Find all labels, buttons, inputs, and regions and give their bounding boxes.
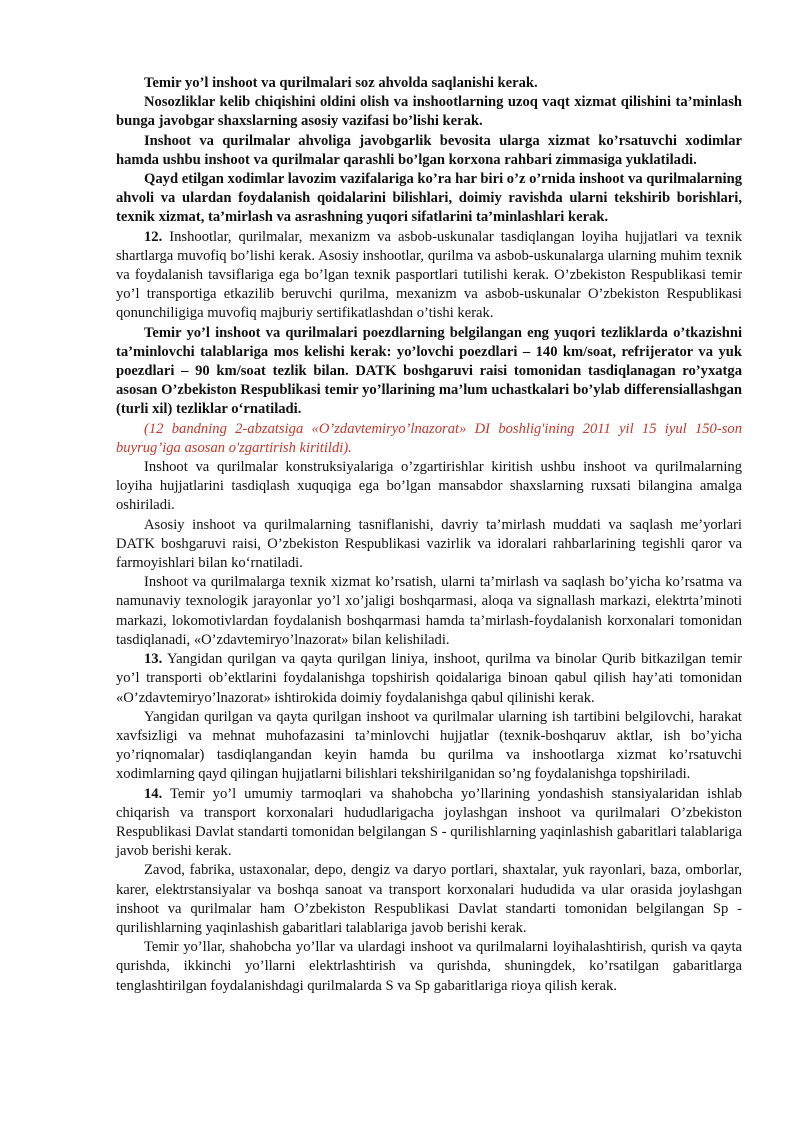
- paragraph-classification: [116, 516, 742, 574]
- paragraph-text: Temir yo’llar, shahobcha yo’llar va ulardagi inshoot va qurilmalarni loyihalashtirish, qurish va qayta qurishda, ikkinchi yo’llarni elektrlashtirish va qurishda, shuningdek, ko’rsatilgan gabaritlarga tenglashtirilgan foydalanishdagi qurilmalarda S va Sp gabaritlariga rioya qilish kerak.: [116, 939, 742, 994]
- paragraph-text: Nosozliklar kelib chiqishini oldini olish va inshootlarning uzoq vaqt xizmat qilishini ta’minlash bunga javobgar shaxslarning asosiy vazifasi bo’lishi kerak.: [116, 94, 742, 130]
- paragraph-text: Temir yo’l inshoot va qurilmalari soz ahvolda saqlanishi kerak.: [144, 75, 538, 91]
- paragraph-speed-limits: [116, 324, 742, 420]
- paragraph-text: Asosiy inshoot va qurilmalarning tasniflanishi, davriy ta’mirlash muddati va saqlash me’yorlari DATK boshgaruvi raisi, O’zbekiston Respublikasi vazirlik va idoralari rahbarlarining tegishli qaror va farmoyishlari bilan ko‘rnatiladi.: [116, 516, 742, 572]
- paragraph-industrial-sites: [116, 861, 742, 938]
- paragraph-text: Zavod, fabrika, ustaxonalar, depo, dengiz va daryo portlari, shaxtalar, yuk rayonlari, baza, omborlar, karer, elektrstansiyalar va boshqa sanoat va transport korxonalari hududida va ular orasida joylashgan inshoot va qurilmalar ham O’zbekiston Respublikasi Davlat standarti tomonidan belgilangan Sp - qurilishlarning yaqinlashish gabaritlari talablariga javob berishi kerak.: [116, 862, 742, 936]
- paragraph-commissioning: [116, 708, 742, 785]
- paragraph-text: Yangidan qurilgan va qayta qurilgan inshoot va qurilmalar ularning ish tartibini belgilovchi, harakat xavfsizligi va mehnat muhofazasini ta’minlovchi hujjatlar (texnik-boshqaruv aktlar, ish bo’yicha yo’riqnomalar) tasdiqlangandan keyin hamda bu qurilma va inshootlarga xizmat ko’rsatuvchi xodimlarning qayd qilingan hujjatlarni bilishlari tekshirilganidan so’ng foydalanishga topshiriladi.: [116, 708, 742, 783]
- paragraph-text: Inshoot va qurilmalar ahvoliga javobgarlik bevosita ularga xizmat ko’rsatuvchi xodimlar hamda ushbu inshoot va qurilmalar qarashli bo’lgan korxona rahbari zimmasiga yuklatiladi.: [116, 132, 742, 168]
- paragraph-text: Inshoot va qurilmalar konstruksiyalariga o’zgartirishlar kiritish ushbu inshoot va qurilmalarning loyiha hujjatlarini tasdiqlash xuquqiga ega bo’lgan mansabdor shaxslarning ruxsati bilangina amalga oshiriladi.: [116, 459, 742, 514]
- clause-number: 12.: [144, 228, 163, 245]
- paragraph-liability: [116, 132, 742, 170]
- paragraph-text: Inshoot va qurilmalarga texnik xizmat ko’rsatish, ularni ta’mirlash va saqlash bo’yicha ko’rsatma va namunaviy texnologik jarayonlar yo’l xo’jaligi boshqarmasi, aloqa va signallash markazi, elektrta’minoti markazi, lokomotivlardan foydalanish boshqarmasi hamda ta’mirlash-foydalanish korxonalari tomonidan tasdiqlanadi, «O’zdavtemiryo’lnazorat» bilan kelishiladi.: [116, 574, 742, 648]
- paragraph-text: Yangidan qurilgan va qayta qurilgan liniya, inshoot, qurilma va binolar Qurib bitkazilgan temir yo’l transporti ob’ektlarini foydalanishga topshirish qoidalariga binoan qabul qilish hay’ati tomonidan «O’zdavtemiryo’lnazorat» ishtirokida doimiy foydalanishga qabul qilinishi kerak.: [116, 651, 742, 706]
- paragraph-text: Temir yo’l umumiy tarmoqlari va shahobcha yo’llarining yondashish stansiyalaridan ishlab chiqarish va transport korxonalari hududlarigacha joylashgan inshoot va qurilmalari O’zbekiston Respublikasi Davlat standarti tomonidan belgilangan S - qurilishlarning yaqinlashish gabaritlari talablariga javob berishi kerak.: [116, 785, 742, 860]
- document-page: [116, 74, 742, 996]
- paragraph-service-instructions: [116, 573, 742, 650]
- paragraph-text: Temir yo’l inshoot va qurilmalari poezdlarning belgilangan eng yuqori tezliklarda o’tkazishni ta’minlovchi talablariga mos kelishi kerak: yo’lovchi poezdlari – 140 km/soat, refrijerator va yuk poezdlari – 90 km/soat tezlik bilan. DATK boshgaruvi raisi tomonidan tasdiqlanagan ro’yxatga asosan O’zbekiston Respublikasi temir yo’llarining ma’lum uchastkalari bo’ylab differensiallashgan (turli xil) tezliklar o‘rnatiladi.: [116, 324, 742, 418]
- paragraph-14: [116, 785, 742, 862]
- paragraph-design-changes: [116, 458, 742, 516]
- amendment-note: [116, 420, 742, 458]
- paragraph-13: [116, 650, 742, 708]
- paragraph-text: (12 bandning 2-abzatsiga «O’zdavtemiryo’lnazorat» DI boshlig'ining 2011 yil 15 iyul 150-son buyrug’iga asosan o'zgartirish kiritildi).: [116, 420, 742, 456]
- paragraph-responsibility: [116, 93, 742, 131]
- paragraph-staff-duties: [116, 170, 742, 228]
- paragraph-maintenance: [116, 74, 742, 93]
- paragraph-text: Qayd etilgan xodimlar lavozim vazifalariga ko’ra har biri o’z o’rnida inshoot va qurilmalarning ahvoli va ulardan foydalanish qoidalarini bilishlari, doimiy ravishda ularni tekshirib borishlari, texnik xizmat, ta’mirlash va asrashning yuqori sifatlarini ta’minlashlari kerak.: [116, 171, 742, 226]
- paragraph-text: Inshootlar, qurilmalar, mexanizm va asbob-uskunalar tasdiqlangan loyiha hujjatlari va texnik shartlarga muvofiq bo’lishi kerak. Asosiy inshootlar, qurilma va asbob-uskunalarga ularning muhim texnik va foydalanish tavsiflariga ega bo’lgan texnik pasportlari tutilishi kerak. O’zbekiston Respublikasi temir yo’l transportiga etkazilib beruvchi qurilma, mexanizm va asbob-uskunalar O’zbekiston Respublikasi qonunchiligiga muvofiq majburiy sertifikatlashdan o’tishi kerak.: [116, 228, 742, 322]
- paragraph-12: [116, 228, 742, 324]
- paragraph-gauge-compliance: [116, 938, 742, 996]
- clause-number: 13.: [144, 651, 163, 668]
- clause-number: 14.: [144, 785, 163, 802]
